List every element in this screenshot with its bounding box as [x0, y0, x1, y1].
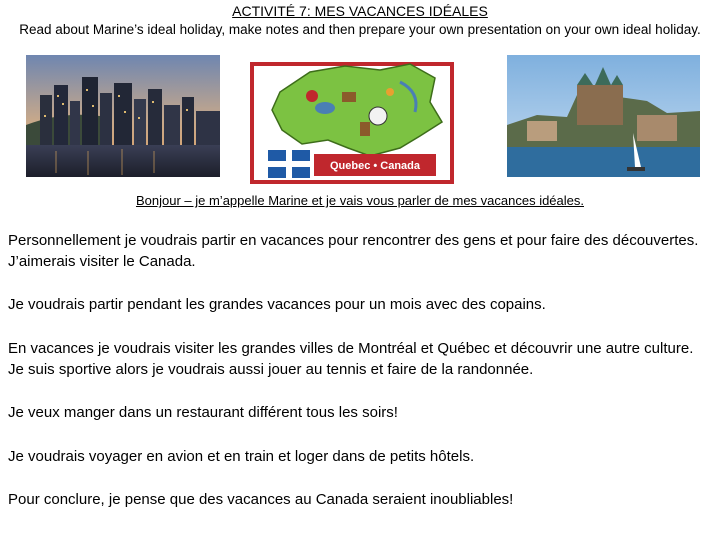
instructions: Read about Marine’s ideal holiday, make notes and then prepare your own presentation on your own ideal holiday. [19, 22, 701, 37]
montreal-skyline-photo [26, 55, 220, 177]
intro-line: Bonjour – je m’appelle Marine et je vais vous parler de mes vacances idéales. [135, 193, 584, 208]
paragraph-4: Je veux manger dans un restaurant différent tous les soirs! [8, 404, 398, 421]
quebec-map-illustration [250, 52, 460, 184]
paragraph-2: Je voudrais partir pendant les grandes vacances pour un mois avec des copains. [8, 296, 546, 313]
quebec-city-chateau-photo [507, 55, 700, 177]
map-caption: Quebec • Canada [329, 160, 421, 172]
page-title: ACTIVITÉ 7: MES VACANCES IDÉALES [232, 3, 488, 19]
paragraph-1: Personnellement je voudrais partir en vacances pour rencontrer des gens et pour faire des découvertes. J’aimerais visiter le Canada. [8, 232, 699, 270]
paragraph-5: Je voudrais voyager en avion et en train et loger dans de petits hôtels. [8, 448, 475, 465]
paragraph-3: En vacances je voudrais visiter les grandes villes de Montréal et Québec et découvrir une autre culture. Je suis sportive alors je voudrais aussi jouer au tennis et faire de la randonnée. [8, 340, 694, 378]
paragraph-6: Pour conclure, je pense que des vacances au Canada seraient inoubliables! [8, 491, 514, 508]
